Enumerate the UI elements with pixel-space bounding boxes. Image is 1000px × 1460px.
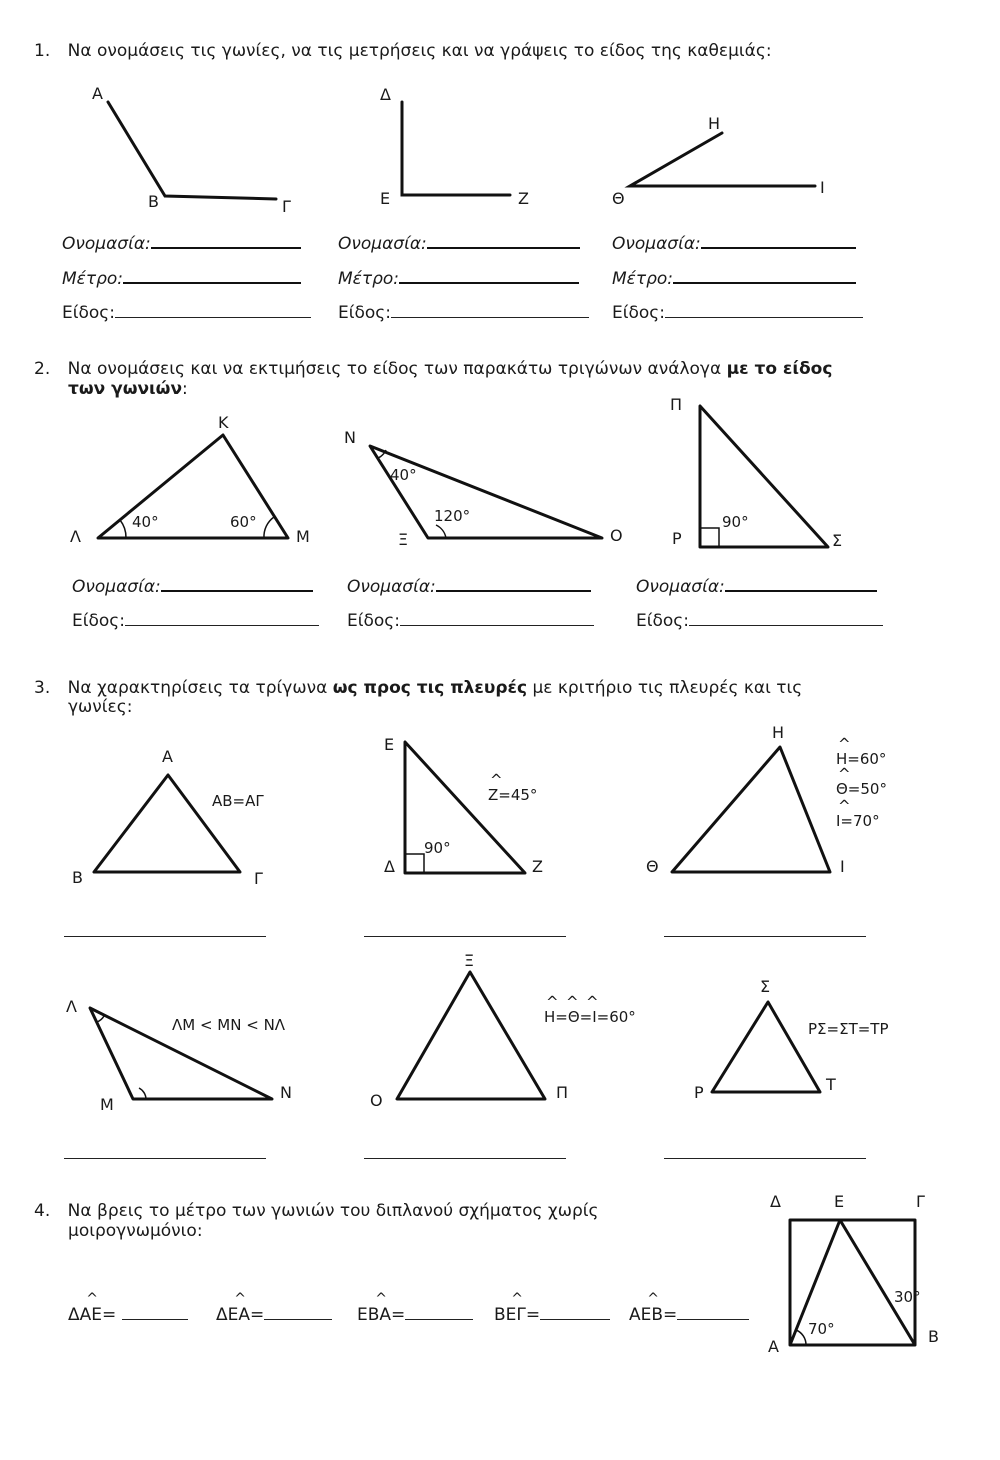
pt-q1-a: Α <box>92 84 103 103</box>
triangle-h-theta-i <box>672 747 830 872</box>
q1-field-type-2[interactable]: Είδος: <box>338 303 589 323</box>
q2-field-type-1[interactable]: Είδος: <box>72 611 319 631</box>
pt-q1-g: Γ <box>282 197 291 216</box>
right-mark-p <box>700 528 719 547</box>
angle-label-a4: 70° <box>808 1320 835 1338</box>
hat-icon: ^ <box>490 771 503 789</box>
q2-field-type-2[interactable]: Είδος: <box>347 611 594 631</box>
q1-field-name-2[interactable]: Ονομασία: <box>338 233 580 254</box>
pt-q2-p: Π <box>670 395 683 414</box>
q1-field-measure-2[interactable]: Μέτρο: <box>338 268 579 289</box>
note-ab-ag: ΑΒ=ΑΓ <box>212 792 264 810</box>
triangle-srt <box>712 1002 820 1092</box>
angle-label-d3: 90° <box>424 839 451 857</box>
pt-q3-a: Α <box>162 747 173 766</box>
q4-heading-line2: μοιρογνωμόνιο: <box>68 1221 203 1241</box>
q2-field-name-1[interactable]: Ονομασία: <box>72 576 313 597</box>
pt-q3-z: Ζ <box>532 857 543 876</box>
q4-answer-4[interactable]: ^ ΒΕΓ= <box>494 1305 610 1325</box>
q1-field-name-3[interactable]: Ονομασία: <box>612 233 856 254</box>
note-th50: Θ=50° <box>836 780 887 798</box>
pt-q1-i: Ι <box>820 178 825 197</box>
q2-field-type-3[interactable]: Είδος: <box>636 611 883 631</box>
pt-q2-x: Ξ <box>398 530 409 549</box>
pt-q1-b: Β <box>148 192 159 211</box>
q3-answer-line-4[interactable] <box>64 1158 266 1159</box>
q3-answer-line-2[interactable] <box>364 936 566 937</box>
q1-field-measure-3[interactable]: Μέτρο: <box>612 268 856 289</box>
q3-heading: 3. Να χαρακτηρίσεις τα τρίγωνα ως προς τις πλευρές με κριτήριο τις πλευρές και τις <box>34 678 803 698</box>
pt-q4-d: Δ <box>770 1192 781 1211</box>
pt-q1-h: Η <box>708 114 721 133</box>
note-i70: Ι=70° <box>836 812 880 830</box>
pt-q2-n: Ν <box>344 428 356 447</box>
triangle-abg <box>94 775 240 872</box>
q3-answer-line-6[interactable] <box>664 1158 866 1159</box>
pt-q2-k: Κ <box>218 413 229 432</box>
q1-field-measure-1[interactable]: Μέτρο: <box>62 268 301 289</box>
arc-m <box>264 517 274 538</box>
q1-field-type-3[interactable]: Είδος: <box>612 303 863 323</box>
pt-q3-g: Γ <box>254 869 263 888</box>
pt-q1-th: Θ <box>612 189 625 208</box>
pt-q3-t: Τ <box>826 1075 836 1094</box>
pt-q3-b: Β <box>72 868 83 887</box>
pt-q3-e: Ε <box>384 735 395 754</box>
pt-q3-p: Π <box>556 1083 569 1102</box>
hat-icon: ^ <box>546 993 559 1011</box>
q1-field-type-1[interactable]: Είδος: <box>62 303 311 323</box>
pt-q1-z: Ζ <box>518 189 529 208</box>
arc-l <box>120 520 126 538</box>
pt-q3-i: Ι <box>840 857 845 876</box>
arc-lambda <box>97 1016 104 1022</box>
arc-x <box>436 525 446 538</box>
q2-heading: 2. Να ονομάσεις και να εκτιμήσεις το είδος των παρακάτω τριγώνων ανάλογα με το είδος <box>34 359 833 379</box>
angle-label-m: 60° <box>230 513 257 531</box>
arc-m3 <box>139 1088 146 1099</box>
angle-label-x: 120° <box>434 507 471 525</box>
pt-q4-g: Γ <box>916 1192 925 1211</box>
right-mark-d <box>405 854 424 873</box>
q2-field-name-3[interactable]: Ονομασία: <box>636 576 877 597</box>
angle-abg <box>108 102 276 199</box>
pt-q3-x: Ξ <box>464 951 475 970</box>
q3-heading-line2: γωνίες: <box>68 697 133 717</box>
note-lm-mn-nl: ΛΜ < ΜΝ < ΝΛ <box>172 1016 286 1034</box>
pt-q4-b: Β <box>928 1327 939 1346</box>
hat-icon: ^ <box>566 993 579 1011</box>
pt-q4-e: Ε <box>834 1192 845 1211</box>
triangle-prs <box>700 406 828 547</box>
hat-icon: ^ <box>838 765 851 783</box>
pt-q1-e: Ε <box>380 189 391 208</box>
triangle-xop <box>397 972 545 1099</box>
hat-icon: ^ <box>586 993 599 1011</box>
triangle-klm <box>98 435 288 538</box>
pt-q3-l: Λ <box>66 997 77 1016</box>
hat-icon: ^ <box>838 797 851 815</box>
angle-dez <box>402 102 510 195</box>
angle-label-b4: 30° <box>894 1288 921 1306</box>
pt-q2-r: Ρ <box>672 529 682 548</box>
q3-number: 3. <box>34 678 51 698</box>
hat-icon: ^ <box>838 735 851 753</box>
q1-number: 1. <box>34 41 51 61</box>
note-equal-angles: Η=Θ=Ι=60° <box>544 1008 636 1026</box>
pt-q4-a: Α <box>768 1337 779 1356</box>
pt-q3-n: Ν <box>280 1083 292 1102</box>
q2-field-name-2[interactable]: Ονομασία: <box>347 576 591 597</box>
q2-heading-line2: των γωνιών: <box>68 379 188 399</box>
q4-number: 4. <box>34 1201 51 1221</box>
q4-heading: 4. Να βρεις το μέτρο των γωνιών του διπλανού σχήματος χωρίς <box>34 1201 599 1221</box>
pt-q3-h: Η <box>772 723 785 742</box>
q3-answer-line-1[interactable] <box>64 936 266 937</box>
pt-q3-m: Μ <box>100 1095 114 1114</box>
q4-answer-1[interactable]: ^ ΔΑΕ= <box>68 1305 188 1325</box>
q4-answer-2[interactable]: ^ ΔΕΑ= <box>216 1305 332 1325</box>
pt-q3-r: Ρ <box>694 1083 704 1102</box>
q1-field-name-1[interactable]: Ονομασία: <box>62 233 301 254</box>
pt-q1-d: Δ <box>380 85 391 104</box>
angle-label-l: 40° <box>132 513 159 531</box>
q4-answer-3[interactable]: ^ ΕΒΑ= <box>357 1305 473 1325</box>
q1-text: Να ονομάσεις τις γωνίες, να τις μετρήσεις και να γράψεις το είδος της καθεμιάς: <box>67 41 772 61</box>
pt-q3-th: Θ <box>646 857 659 876</box>
arc-a4 <box>796 1330 806 1345</box>
pt-q2-m: Μ <box>296 527 310 546</box>
pt-q3-d: Δ <box>384 857 395 876</box>
q3-answer-line-5[interactable] <box>364 1158 566 1159</box>
q3-answer-line-3[interactable] <box>664 936 866 937</box>
angle-htheta-i <box>630 133 815 186</box>
angle-label-n: 40° <box>390 466 417 484</box>
pt-q3-o: Ο <box>370 1091 383 1110</box>
note-h60: Η=60° <box>836 750 887 768</box>
pt-q2-o: Ο <box>610 526 623 545</box>
note-equal-sides: ΡΣ=ΣΤ=ΤΡ <box>808 1020 889 1038</box>
q2-number: 2. <box>34 359 51 379</box>
note-z45: Ζ=45° <box>488 786 538 804</box>
pt-q3-s: Σ <box>760 977 771 996</box>
pt-q2-l: Λ <box>70 527 81 546</box>
triangle-nxo <box>370 446 602 538</box>
q4-answer-5[interactable]: ^ ΑΕΒ= <box>629 1305 749 1325</box>
angle-label-p: 90° <box>722 513 749 531</box>
pt-q2-s: Σ <box>832 531 843 550</box>
